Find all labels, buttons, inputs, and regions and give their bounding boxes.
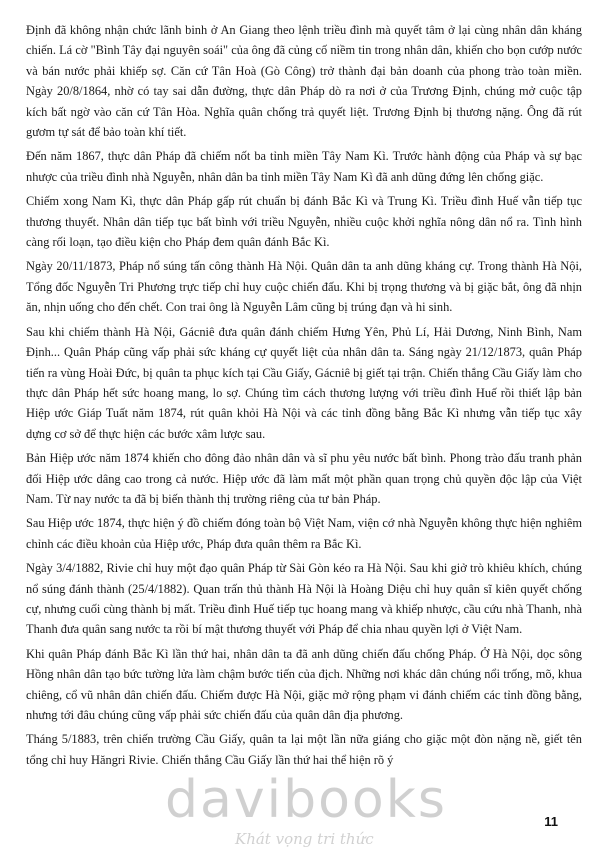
paragraph-8: Ngày 3/4/1882, Rivie chỉ huy một đạo quân Pháp từ Sài Gòn kéo ra Hà Nội. Sau khi giở trò khiêu khích, chúng nổ súng đánh thành (25/4/1882). Quan trấn thủ thành Hà Nội là Hoàng Diệu chỉ huy quân sĩ kiên quyết chống cự, nhưng cuối cùng thành bị mất. Triều đình Huế tiếp tục hoang mang và khiếp nhược, cầu cứu nhà Thanh, nhà Thanh đưa quân sang nước ta rồi bí mật thương thuyết với Pháp để chia nhau quyền lợi ở Việt Nam.	[26, 561, 582, 637]
paragraph-2: Đến năm 1867, thực dân Pháp đã chiếm nốt ba tỉnh miền Tây Nam Kì. Trước hành động của Pháp và sự bạc nhược của triều đình nhà Nguyễn, nhân dân ba tỉnh miền Tây Nam Kì đã anh dũng đứng lên chống giặc.	[26, 149, 582, 184]
body-text	[26, 20, 582, 774]
paragraph-7: Sau Hiệp ước 1874, thực hiện ý đồ chiếm đóng toàn bộ Việt Nam, viện cớ nhà Nguyễn không thực hiện nghiêm chỉnh các điều khoản của Hiệp ước, Pháp đưa quân thêm ra Bắc Kì.	[26, 516, 582, 551]
paragraph-5: Sau khi chiếm thành Hà Nội, Gácniê đưa quân đánh chiếm Hưng Yên, Phủ Lí, Hải Dương, Ninh Bình, Nam Định... Quân Pháp cũng vấp phải sức kháng cự quyết liệt của nhân dân ta. Sáng ngày 21/12/1873, quân Pháp tiến ra vùng Hoài Đức, bị quân ta phục kích tại Cầu Giấy, Gácniê bị giết tại trận. Chiến thắng Cầu Giấy làm cho thực dân Pháp hết sức hoang mang, lo sợ. Chúng tìm cách thương lượng với triều đình Huế rồi thiết lập bản Hiệp ước Giáp Tuất năm 1874, rút quân khỏi Hà Nội và các tỉnh đồng bằng Bắc Kì nhưng vẫn tiếp tục xây dựng cơ sở để thực hiện các bước xâm lược sau.	[26, 324, 582, 441]
paragraph-6: Bản Hiệp ước năm 1874 khiến cho đông đảo nhân dân và sĩ phu yêu nước bất bình. Phong trào đấu tranh phản đối Hiệp ước dâng cao trong cả nước. Hiệp ước đã làm mất một phần quan trọng chủ quyền độc lập của Việt Nam. Từ nay nước ta đã bị biến thành thị trường riêng của tư bản Pháp.	[26, 451, 582, 506]
paragraph-9: Khi quân Pháp đánh Bắc Kì lần thứ hai, nhân dân ta đã anh dũng chiến đấu chống Pháp. Ở Hà Nội, dọc sông Hồng nhân dân tạo bức tường lửa làm chậm bước tiến của địch. Những nơi khác dân chúng nổi trống, mõ, khua chiêng, cổ vũ nhân dân chiến đấu. Chiếm được Hà Nội, giặc mở rộng phạm vi đánh chiếm các tỉnh đồng bằng, nhưng tới đâu chúng cũng vấp phải sức chiến đấu của quân dân địa phương.	[26, 646, 582, 722]
paragraph-1: Định đã không nhận chức lãnh binh ở An Giang theo lệnh triều đình mà quyết tâm ở lại cùng nhân dân kháng chiến. Lá cờ "Bình Tây đại nguyên soái" của ông đã củng cố niềm tin trong nhân dân, khiến cho bọn cướp nước và bán nước phải khiếp sợ. Căn cứ Tân Hoà (Gò Công) trở thành đại bản doanh của phong trào toàn miền. Ngày 20/8/1864, nhờ có tay sai dẫn đường, thực dân Pháp dò ra nơi ở của Trương Định, chúng mở cuộc tập kích bất ngờ vào căn cứ Tân Hòa. Nghĩa quân chống trả quyết liệt. Trương Định bị thương nặng. Ông đã rút gươm tự sát để bảo toàn khí tiết.	[26, 23, 582, 140]
paragraph-4: Ngày 20/11/1873, Pháp nổ súng tấn công thành Hà Nội. Quân dân ta anh dũng kháng cự. Trong thành Hà Nội, Tổng đốc Nguyễn Tri Phương trực tiếp chỉ huy cuộc chiến đấu. Khi bị trọng thương và bị giặc bắt, ông đã nhịn ăn, nhịn uống cho đến chết. Con trai ông là Nguyễn Lâm cũng bị trúng đạn và hi sinh.	[26, 259, 582, 315]
page-number: 11	[544, 814, 558, 829]
watermark	[165, 770, 485, 856]
watermark-brand: davibooks	[165, 770, 447, 830]
watermark-tagline: Khát vọng tri thức	[235, 830, 374, 848]
paragraph-10: Tháng 5/1883, trên chiến trường Cầu Giấy, quân ta lại một lần nữa giáng cho giặc một đòn nặng nề, giết tên tổng chỉ huy Hăngri Rivie. Chiến thắng Cầu Giấy lần thứ hai thể hiện rõ ý	[26, 732, 582, 767]
paragraph-3: Chiếm xong Nam Kì, thực dân Pháp gấp rút chuẩn bị đánh Bắc Kì và Trung Kì. Triều đình Huế vẫn tiếp tục thương thuyết. Nhân dân tiếp tục bất bình với triều Nguyễn, nhiều cuộc khởi nghĩa nông dân nổ ra. Tình hình càng rối loạn, tạo điều kiện cho Pháp đem quân đánh Bắc Kì.	[26, 194, 582, 250]
